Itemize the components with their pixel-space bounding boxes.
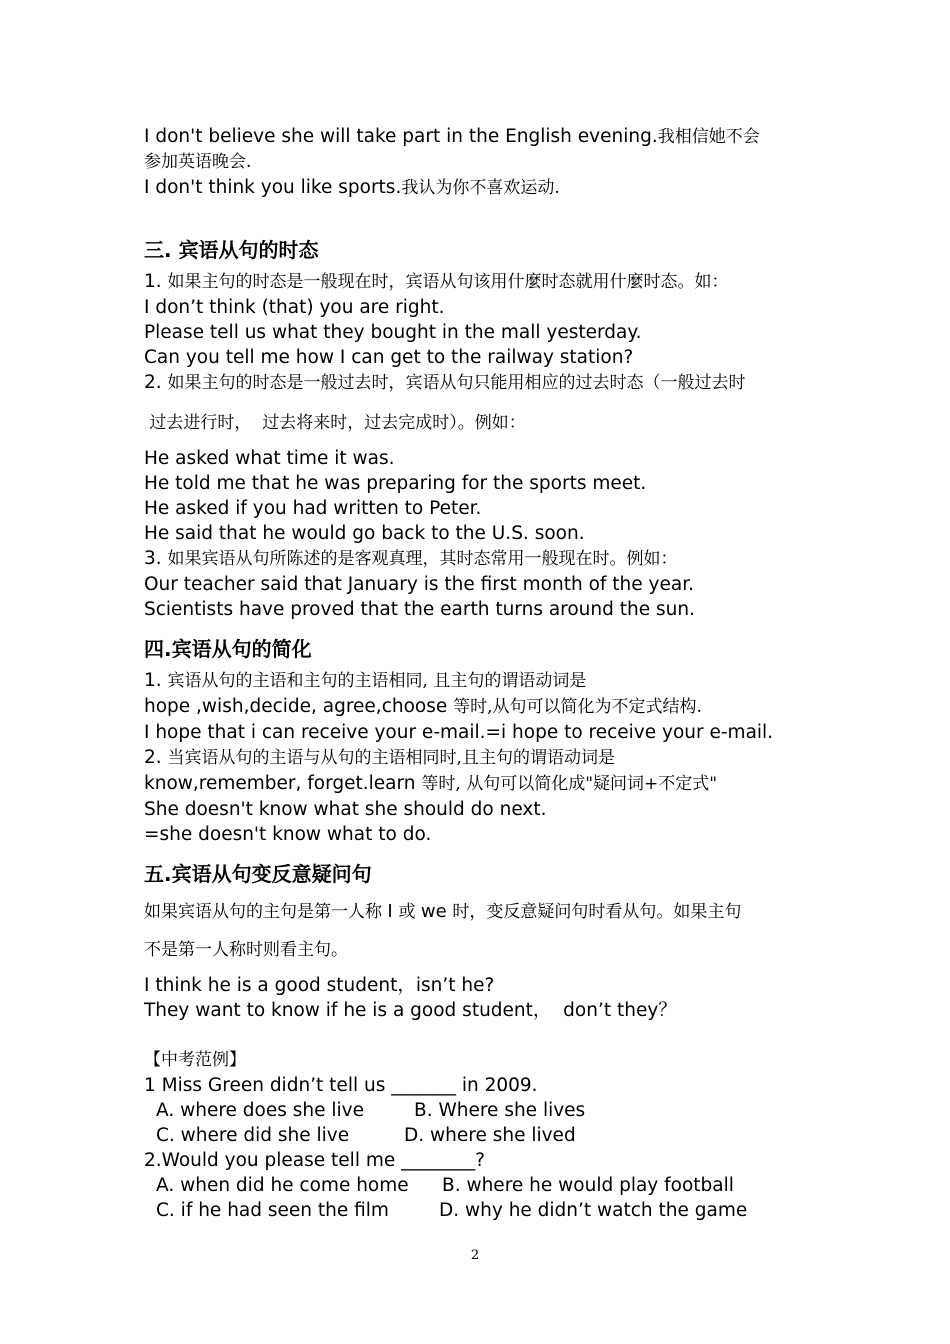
example-line: She doesn't know what she should do next. (144, 799, 547, 820)
question-1: 1 Miss Green didn’t tell us _______ in 2009. (144, 1075, 538, 1096)
intro-line-3-cn: 我认为你不喜欢运动. (401, 178, 560, 198)
question-1-options-cd (144, 1123, 814, 1148)
option-b: B. Where she lives (414, 1100, 586, 1121)
page-number: 2 (470, 1248, 480, 1263)
point-text: 等时,从句可以简化为不定式结构. (453, 697, 702, 717)
pronoun-i: I (387, 901, 399, 922)
point-number: 1. (144, 670, 168, 691)
intro-line-3 (144, 175, 814, 201)
section-3-title: 三. 宾语从句的时态 (144, 238, 319, 262)
point-text: 时，变反意疑问句时看从句。如果主句 (452, 902, 742, 922)
section-3-point-2 (144, 370, 814, 396)
verb-list: know,remember, forget.learn (144, 773, 422, 794)
point-number: 3. (144, 548, 168, 569)
intro-line-1-cn: 我相信她不会 (657, 127, 760, 147)
point-text: 如果主句的时态是一般现在时，宾语从句该用什麼时态就用什麼时态。如： (167, 272, 729, 292)
example-line: =she doesn't know what to do. (144, 824, 432, 845)
option-d: D. where she lived (404, 1125, 576, 1146)
pronoun-we: we (420, 901, 453, 922)
option-d: D. why he didn’t watch the game (439, 1200, 748, 1221)
question-2-options-cd (144, 1198, 814, 1223)
section-4-point-1 (144, 668, 814, 694)
section-5-title: 五.宾语从句变反意疑问句 (144, 862, 372, 886)
point-text: 如果主句的时态是一般过去时，宾语从句只能用相应的过去时态（一般过去时 (167, 373, 746, 393)
example-line: I don’t think (that) you are right. (144, 297, 445, 318)
question-1-options-ab (144, 1098, 814, 1123)
example-line: Please tell us what they bought in the mall yesterday. (144, 322, 642, 343)
option-c: C. if he had seen the film (156, 1200, 389, 1221)
option-a: A. when did he come home (156, 1175, 409, 1196)
section-5-point-cont: 不是第一人称时则看主句。 (144, 940, 348, 960)
intro-line-3-en: I don't think you like sports. (144, 177, 402, 198)
point-text: 如果宾语从句所陈述的是客观真理，其时态常用一般现在时。例如： (167, 549, 678, 569)
point-text: 宾语从句的主语和主句的主语相同, 且主句的谓语动词是 (167, 671, 587, 691)
point-number: 2. (144, 747, 168, 768)
section-3-point-2-cont: 过去进行时， 过去将来时，过去完成时）。例如： (144, 413, 526, 433)
section-5-point (144, 893, 814, 931)
section-3-point-3 (144, 546, 814, 572)
example-line: Scientists have proved that the earth turns around the sun. (144, 599, 695, 620)
question-2: 2.Would you please tell me ________? (144, 1150, 485, 1171)
section-4-point-2 (144, 745, 814, 771)
point-text: 当宾语从句的主语与从句的主语相同时,且主句的谓语动词是 (167, 748, 615, 768)
section-4-point-2-cont (144, 771, 814, 797)
section-3-point-1 (144, 269, 814, 295)
example-line: I think he is a good student，isn’t he? (144, 975, 495, 996)
example-line: He told me that he was preparing for the sports meet. (144, 473, 647, 494)
point-text: 如果宾语从句的主句是第一人称 (144, 902, 388, 922)
example-line: He said that he would go back to the U.S. soon. (144, 523, 585, 544)
option-b: B. where he would play football (442, 1175, 734, 1196)
example-line: He asked if you had written to Peter. (144, 498, 482, 519)
verb-list: hope ,wish,decide, agree,choose (144, 696, 454, 717)
section-4-title: 四.宾语从句的简化 (144, 637, 312, 661)
page-content (144, 124, 814, 1223)
section-4-point-1-cont (144, 694, 814, 720)
intro-line-1-en: I don't believe she will take part in the English evening. (144, 126, 658, 147)
question-2-options-ab (144, 1173, 814, 1198)
point-text: 或 (398, 902, 421, 922)
example-line: He asked what time it was. (144, 448, 395, 469)
exam-examples-header: 【中考范例】 (144, 1050, 246, 1070)
intro-line-2: 参加英语晚会. (144, 152, 252, 172)
point-number: 2. (144, 372, 168, 393)
example-line: Can you tell me how I can get to the railway station? (144, 347, 634, 368)
option-a: A. where does she live (156, 1100, 364, 1121)
example-line: They want to know if he is a good student， don’t they？ (144, 1000, 677, 1021)
point-number: 1. (144, 271, 168, 292)
example-line: I hope that i can receive your e-mail.=i hope to receive your e-mail. (144, 722, 774, 743)
option-c: C. where did she live (156, 1125, 350, 1146)
intro-line-1 (144, 124, 814, 150)
point-text: 等时, 从句可以简化成"疑问词+不定式" (421, 774, 718, 794)
example-line: Our teacher said that January is the first month of the year. (144, 574, 694, 595)
